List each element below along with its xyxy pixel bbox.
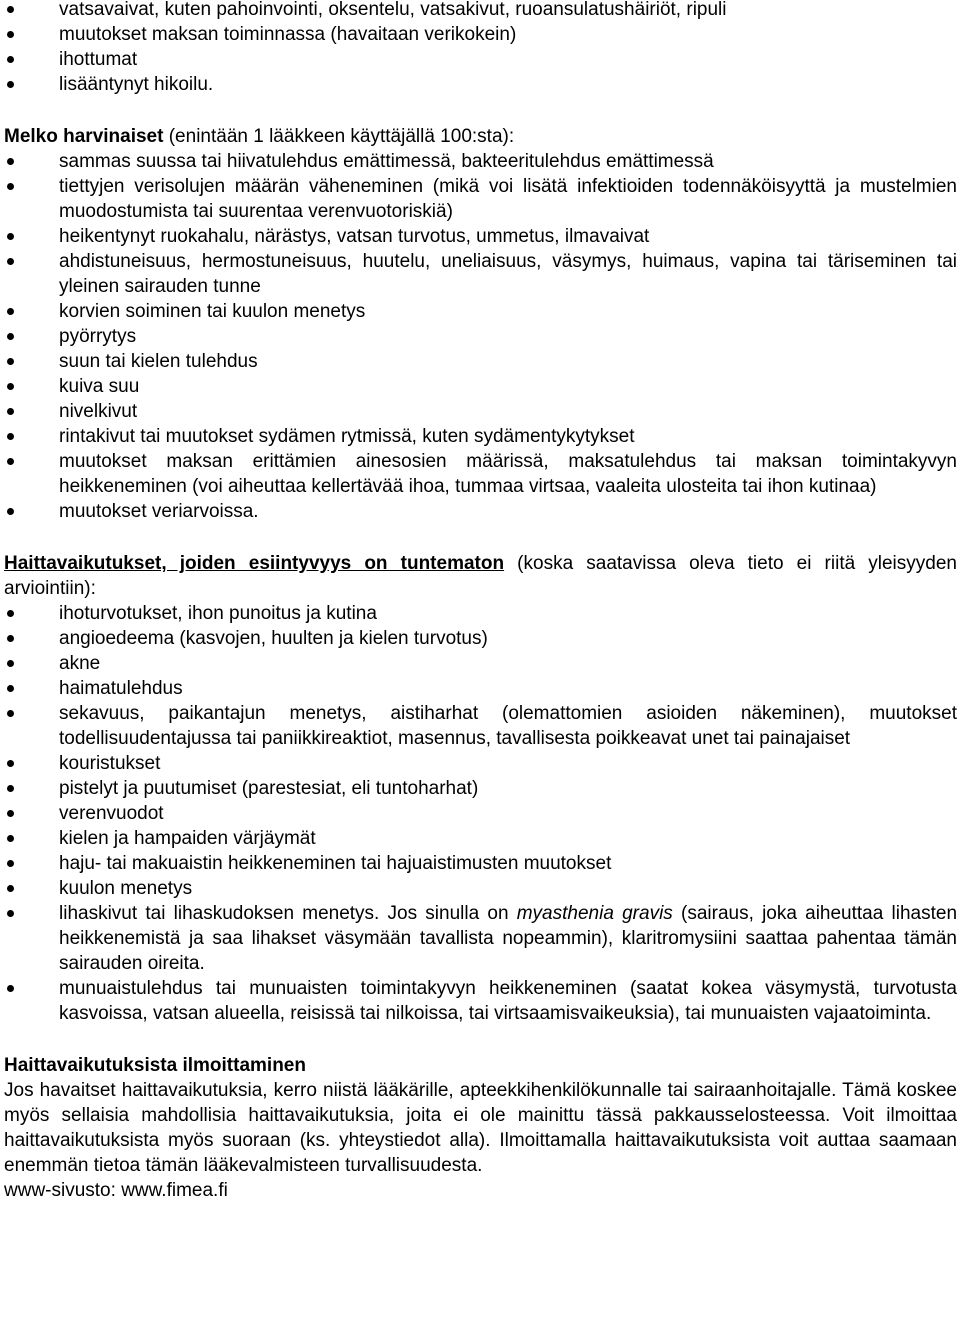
list-item: verenvuodot xyxy=(4,801,957,826)
bullet-icon xyxy=(7,31,14,38)
list-item: ahdistuneisuus, hermostuneisuus, huutelu, uneliaisuus, väsymys, huimaus, vapina tai täriseminen tai yleinen sairauden tunne xyxy=(4,249,957,299)
bullet-icon xyxy=(7,910,14,917)
list-item: haimatulehdus xyxy=(4,676,957,701)
list-item: akne xyxy=(4,651,957,676)
bullet-icon xyxy=(7,985,14,992)
bullet-icon xyxy=(7,383,14,390)
list-item: pistelyt ja puutumiset (parestesiat, eli tuntoharhat) xyxy=(4,776,957,801)
bullet-icon xyxy=(7,810,14,817)
bullet-icon xyxy=(7,258,14,265)
bullet-icon xyxy=(7,835,14,842)
list-item: kuiva suu xyxy=(4,374,957,399)
list-item: vatsavaivat, kuten pahoinvointi, oksentelu, vatsakivut, ruoansulatushäiriöt, ripuli xyxy=(4,0,957,22)
reporting-body: Jos havaitset haittavaikutuksia, kerro niistä lääkärille, apteekkihenkilökunnalle tai sairaanhoitajalle. Tämä koskee myös sellaisia mahdollisia haittavaikutuksia, joita ei ole mainittu tässä pakkausselosteessa. Voit ilmoittaa haittavaikutuksista myös suoraan (ks. yhteystiedot alla). Ilmoittamalla haittavaikutuksista voit auttaa saamaan enemmän tietoa tämän lääkevalmisteen turvallisuudesta. xyxy=(4,1080,957,1176)
website-link[interactable]: www.fimea.fi xyxy=(121,1180,228,1201)
spacer xyxy=(4,97,957,124)
bullet-icon xyxy=(7,333,14,340)
rare-side-effects-list xyxy=(4,149,957,524)
list-item: haju- tai makuaistin heikkeneminen tai hajuaistimusten muutokset xyxy=(4,851,957,876)
bullet-icon xyxy=(7,458,14,465)
list-item: muutokset maksan toiminnassa (havaitaan verikokein) xyxy=(4,22,957,47)
bullet-icon xyxy=(7,508,14,515)
bullet-icon xyxy=(7,358,14,365)
list-item: muutokset veriarvoissa. xyxy=(4,499,957,524)
list-item: suun tai kielen tulehdus xyxy=(4,349,957,374)
spacer xyxy=(4,1026,957,1053)
list-item: pyörrytys xyxy=(4,324,957,349)
list-item: kuulon menetys xyxy=(4,876,957,901)
bullet-icon xyxy=(7,6,14,13)
list-item: muutokset maksan erittämien ainesosien määrissä, maksatulehdus tai maksan toimintakyvyn heikkeneminen (voi aiheuttaa kellertävää ihoa, tummaa virtsaa, vaaleita ulosteita tai ihon kutinaa) xyxy=(4,449,957,499)
bullet-icon xyxy=(7,56,14,63)
spacer xyxy=(4,524,957,551)
bullet-icon xyxy=(7,760,14,767)
list-item: heikentynyt ruokahalu, närästys, vatsan turvotus, ummetus, ilmavaivat xyxy=(4,224,957,249)
bullet-icon xyxy=(7,660,14,667)
list-item: ihottumat xyxy=(4,47,957,72)
list-item: tiettyjen verisolujen määrän väheneminen (mikä voi lisätä infektioiden todennäköisyyttä ja mustelmien muodostumista tai suurentaa verenvuotoriskiä) xyxy=(4,174,957,224)
list-item: kouristukset xyxy=(4,751,957,776)
bullet-icon xyxy=(7,158,14,165)
list-item: lisääntynyt hikoilu. xyxy=(4,72,957,97)
list-item: rintakivut tai muutokset sydämen rytmissä, kuten sydämentykytykset xyxy=(4,424,957,449)
rare-heading: Melko harvinaiset (enintään 1 lääkkeen käyttäjällä 100:sta): xyxy=(4,126,515,147)
bullet-icon xyxy=(7,710,14,717)
bullet-icon xyxy=(7,610,14,617)
website-line: www-sivusto: www.fimea.fi xyxy=(4,1180,228,1201)
list-item: korvien soiminen tai kuulon menetys xyxy=(4,299,957,324)
bullet-icon xyxy=(7,860,14,867)
bullet-icon xyxy=(7,785,14,792)
bullet-icon xyxy=(7,233,14,240)
unknown-frequency-list xyxy=(4,601,957,1026)
list-item: kielen ja hampaiden värjäymät xyxy=(4,826,957,851)
bullet-icon xyxy=(7,885,14,892)
bullet-icon xyxy=(7,183,14,190)
bullet-icon xyxy=(7,408,14,415)
bullet-icon xyxy=(7,685,14,692)
reporting-heading: Haittavaikutuksista ilmoittaminen xyxy=(4,1055,306,1076)
bullet-icon xyxy=(7,433,14,440)
bullet-icon xyxy=(7,308,14,315)
unknown-frequency-heading: Haittavaikutukset, joiden esiintyvyys on tuntematon (koska saatavissa oleva tieto ei riitä yleisyyden arviointiin): xyxy=(4,553,957,599)
common-side-effects-list xyxy=(4,0,957,97)
list-item-kidney: munuaistulehdus tai munuaisten toimintakyvyn heikkeneminen (saatat kokea väsymystä, turvotusta kasvoissa, vatsan alueella, reisissä tai nilkoissa, tai virtsaamisvaikeuksia), tai munuaisten vajaatoiminta. xyxy=(4,976,957,1026)
list-item: nivelkivut xyxy=(4,399,957,424)
list-item-myasthenia: lihaskivut tai lihaskudoksen menetys. Jos sinulla on myasthenia gravis (sairaus, joka aiheuttaa lihasten heikkenemistä ja saa lihakset väsymään tavallista nopeammin), klaritromysiini saattaa pahentaa tämän sairauden oireita. xyxy=(4,901,957,976)
list-item: sekavuus, paikantajun menetys, aistiharhat (olemattomien asioiden näkeminen), muutokset todellisuudentajussa tai paniikkireaktiot, masennus, tavallisesta poikkeavat unet tai painajaiset xyxy=(4,701,957,751)
list-item: sammas suussa tai hiivatulehdus emättimessä, bakteeritulehdus emättimessä xyxy=(4,149,957,174)
bullet-icon xyxy=(7,635,14,642)
list-item: angioedeema (kasvojen, huulten ja kielen turvotus) xyxy=(4,626,957,651)
bullet-icon xyxy=(7,81,14,88)
list-item: ihoturvotukset, ihon punoitus ja kutina xyxy=(4,601,957,626)
